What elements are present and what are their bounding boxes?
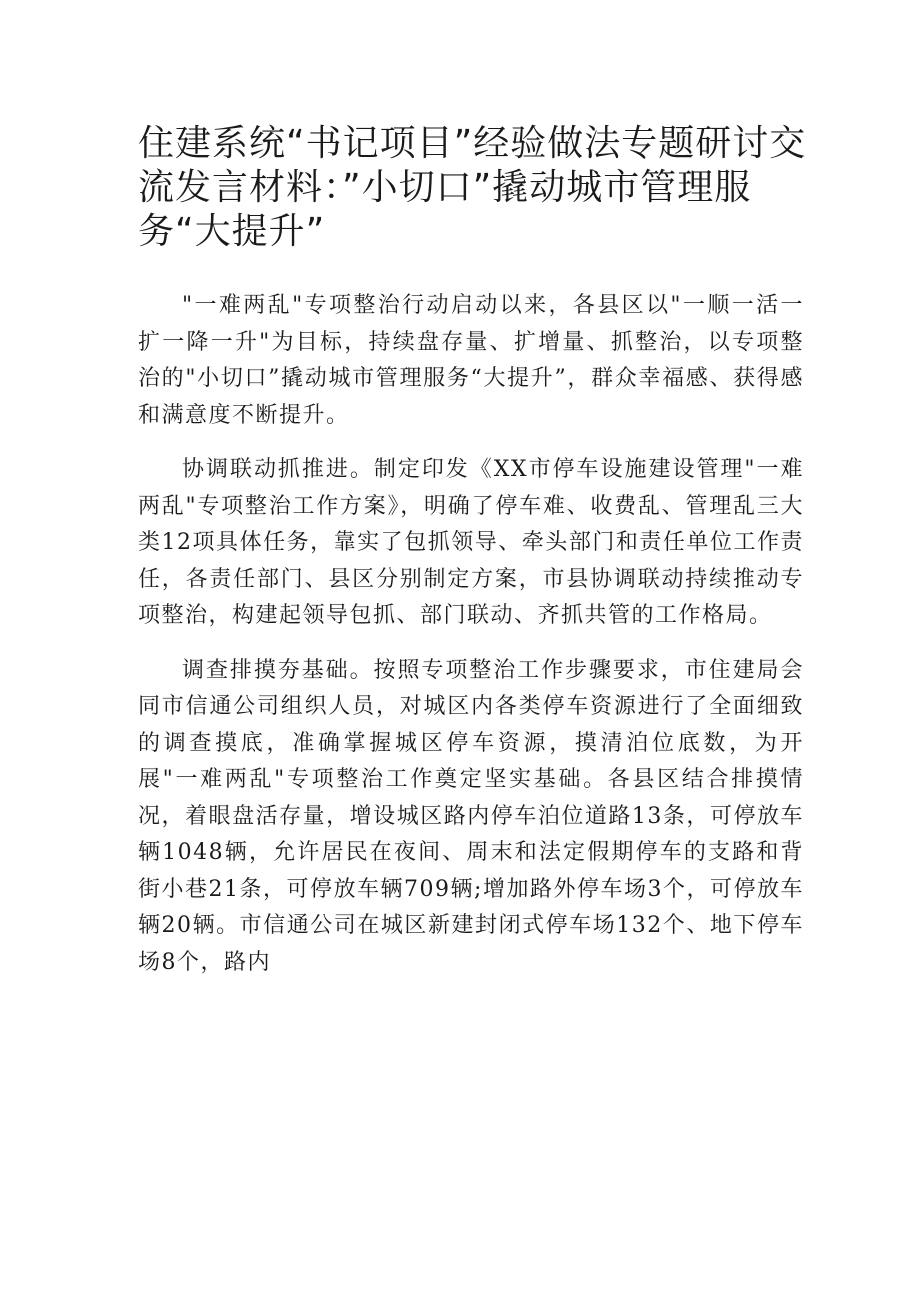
paragraph-text: "一难两乱"专项整治行动启动以来，各县区以"一顺一活一扩一降一升"为目标，持续盘存量、扩增量、抓整治，以专项整治的"小切口”撬动城市管理服务“大提升”，群众幸福感、获得感和满意度不断提升。: [138, 293, 804, 428]
survey-paragraph: [138, 653, 804, 982]
paragraph-lead: 调查排摸夯基础。: [182, 657, 374, 683]
intro-paragraph: [138, 288, 804, 434]
paragraph-text: 按照专项整治工作步骤要求，市住建局会同市信通公司组织人员，对城区内各类停车资源进行了全面细致的调查摸底，准确掌握城区停车资源，摸清泊位底数，为开展"一难两乱"专项整治工作奠定坚实基础。各县区结合排摸情况，着眼盘活存量，增设城区路内停车泊位道路13条，可停放车辆1048辆，允许居民在夜间、周末和法定假期停车的支路和背街小巷21条，可停放车辆709辆;增加路外停车场3个，可停放车辆20辆。市信通公司在城区新建封闭式停车场132个、地下停车场8个，路内: [138, 657, 804, 975]
paragraph-lead: 协调联动抓推进。: [182, 457, 374, 482]
paragraph-text: 制定印发《XX市停车设施建设管理"一难两乱"专项整治工作方案》，明确了停车难、收费乱、管理乱三大类12项具体任务，靠实了包抓领导、牵头部门和责任单位工作责任，各责任部门、县区分别制定方案，市县协调联动持续推动专项整治，构建起领导包抓、部门联动、齐抓共管的工作格局。: [138, 457, 804, 628]
coordination-paragraph: [138, 452, 804, 635]
document-title: 住建系统“书记项目”经验做法专题研讨交流发言材料：”小切口”撬动城市管理服务“大提升”: [138, 123, 807, 252]
document-body: [138, 288, 804, 999]
